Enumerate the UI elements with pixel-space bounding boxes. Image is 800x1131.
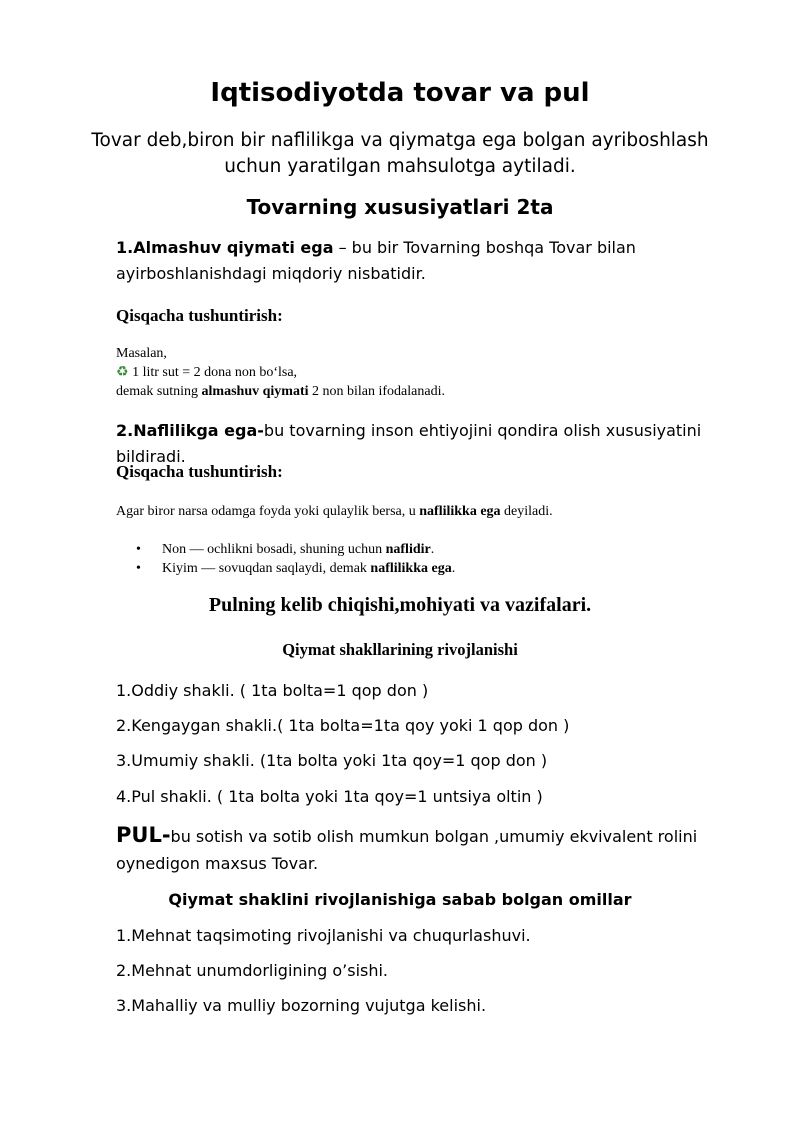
- pul-definition-line-2: oynedigon maxsus Tovar.: [116, 854, 319, 873]
- forms-heading: Qiymat shakllarining rivojlanishi: [282, 640, 518, 659]
- property-1-term: 1.Almashuv qiymati ega: [116, 238, 334, 257]
- form-item-3: 3.Umumiy shakli. (1ta bolta yoki 1ta qoy=1 qop don ): [116, 751, 548, 770]
- form-item-4: 4.Pul shakli. ( 1ta bolta yoki 1ta qoy=1 untsiya oltin ): [116, 787, 543, 806]
- bullet-icon: •: [136, 561, 141, 576]
- property-2-term: 2.Naflilikga ega-: [116, 421, 264, 440]
- example-line-3: demak sutning almashuv qiymati 2 non bilan ifodalanadi.: [116, 384, 445, 399]
- form-item-2: 2.Kengaygan shakli.( 1ta bolta=1ta qoy yoki 1 qop don ): [116, 716, 570, 735]
- example-line-2: ♻ 1 litr sut = 2 dona non bo‘lsa,: [116, 365, 298, 380]
- explain-heading-2: Qisqacha tushuntirish:: [116, 462, 283, 481]
- intro-line-2: uchun yaratilgan mahsulotga aytiladi.: [224, 156, 576, 177]
- page-title: Iqtisodiyotda tovar va pul: [210, 78, 590, 108]
- factor-item-1: 1.Mehnat taqsimoting rivojlanishi va chuqurlashuvi.: [116, 926, 531, 945]
- properties-heading: Tovarning xususiyatlari 2ta: [246, 195, 554, 219]
- explain-heading-1: Qisqacha tushuntirish:: [116, 306, 283, 325]
- list-item: • Non — ochlikni bosadi, shuning uchun naflidir.: [136, 542, 435, 557]
- pul-word: PUL-: [116, 823, 171, 847]
- factor-item-2: 2.Mehnat unumdorligining o’sishi.: [116, 961, 389, 980]
- example-bold-term: almashuv qiymati: [201, 384, 309, 399]
- example-line-1: Masalan,: [116, 346, 167, 361]
- bullet-list: [136, 540, 455, 578]
- list-item: • Kiyim — sovuqdan saqlaydi, demak naflilikka ega.: [136, 561, 456, 576]
- factor-item-3: 3.Mahalliy va mulliy bozorning vujutga kelishi.: [116, 996, 487, 1015]
- property-2-text: bu tovarning inson ehtiyojini qondira olish xususiyatini bildiradi.: [116, 421, 702, 466]
- factors-heading: Qiymat shaklini rivojlanishiga sabab bolgan omillar: [168, 890, 632, 909]
- intro-line-1: Tovar deb,biron bir naflilikga va qiymatga ega bolgan ayriboshlash: [91, 130, 709, 151]
- pul-definition: [116, 822, 716, 877]
- pul-definition-line-1: PUL-bu sotish va sotib olish mumkun bolgan ,umumiy ekvivalent rolini: [116, 823, 698, 847]
- pul-heading: Pulning kelib chiqishi,mohiyati va vazifalari.: [208, 594, 592, 616]
- bullet-icon: •: [136, 542, 141, 557]
- intro-paragraph: [0, 128, 800, 180]
- form-item-1: 1.Oddiy shakli. ( 1ta bolta=1 qop don ): [116, 681, 429, 700]
- agar-paragraph: Agar biror narsa odamga foyda yoki qulaylik bersa, u naflilikka ega deyiladi.: [116, 504, 553, 519]
- recycle-icon: ♻: [116, 365, 129, 380]
- example-block: [116, 344, 445, 401]
- property-1-text: – bu bir Tovarning boshqa Tovar bilan ayirboshlanishdagi miqdoriy nisbatidir.: [116, 238, 636, 283]
- agar-bold-term: naflilikka ega: [419, 504, 501, 519]
- property-1-paragraph: [116, 235, 756, 287]
